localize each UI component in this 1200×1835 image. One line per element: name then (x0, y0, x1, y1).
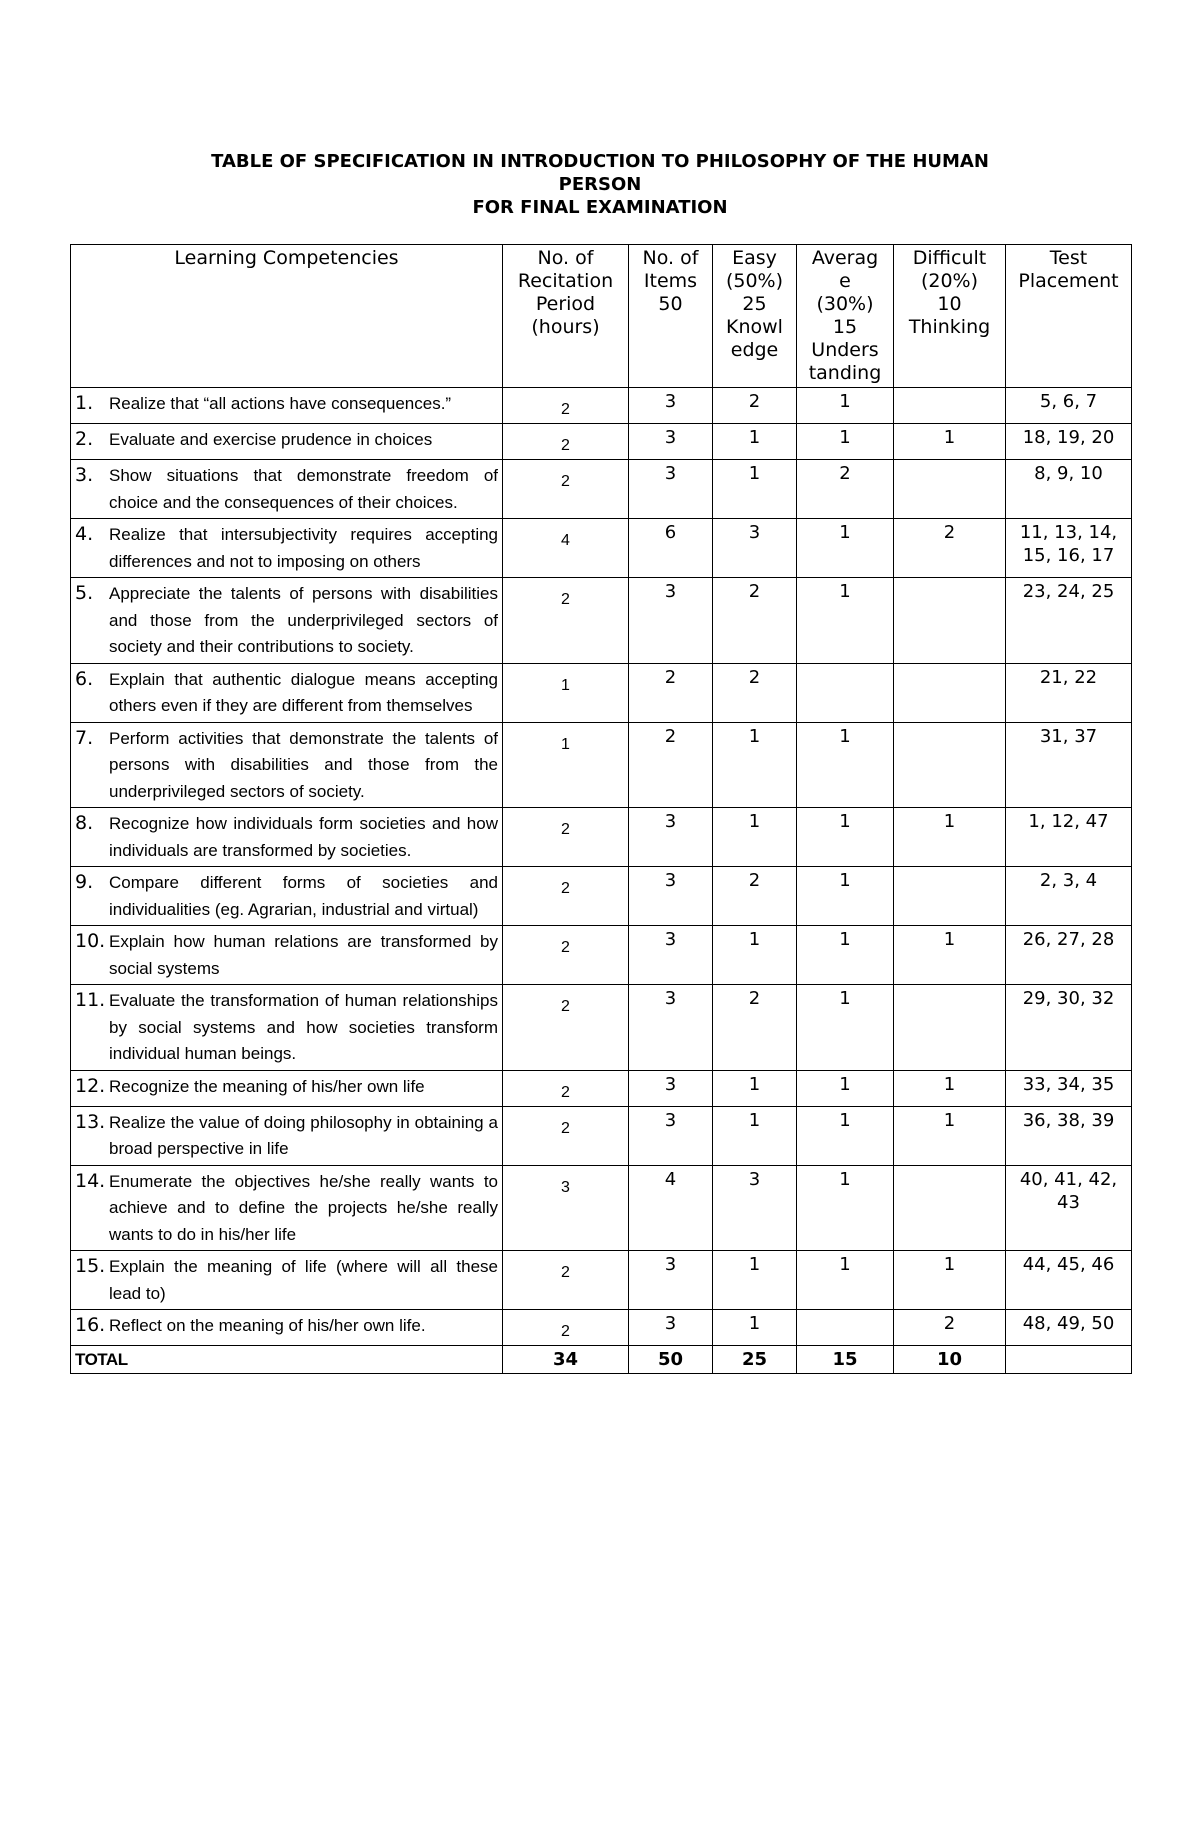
table-row (71, 519, 1132, 578)
easy-cell: 1 (713, 926, 797, 985)
competency-number: 9. (75, 871, 94, 893)
competency-text: Explain the meaning of life (where will all these lead to) (109, 1257, 498, 1303)
header-recitation: No. of Recitation Period (hours) (503, 245, 629, 388)
easy-cell: 2 (713, 578, 797, 664)
competency-number: 13. (75, 1110, 106, 1133)
recitation-cell: 2 (503, 867, 629, 926)
easy-cell: 1 (713, 1070, 797, 1106)
average-cell: 1 (797, 985, 894, 1071)
competency-text: Perform activities that demonstrate the talents of persons with disabilities and those from the underprivileged sectors of society. (109, 728, 498, 801)
table-row (71, 1165, 1132, 1251)
competency-number: 1. (75, 392, 94, 414)
placement-cell: 44, 45, 46 (1006, 1251, 1132, 1310)
average-cell (797, 1310, 894, 1346)
average-cell: 1 (797, 1251, 894, 1310)
competency-number: 5. (75, 582, 94, 604)
average-cell: 1 (797, 926, 894, 985)
easy-cell: 3 (713, 1165, 797, 1251)
difficult-cell (894, 985, 1006, 1071)
competency-text: Enumerate the objectives he/she really wants to achieve and to define the projects he/she really wants to do in his/her life (109, 1171, 498, 1244)
header-easy: Easy (50%) 25 Knowl edge (713, 245, 797, 388)
competency-text: Show situations that demonstrate freedom of choice and the consequences of their choices. (109, 466, 498, 512)
competency-cell (71, 1106, 503, 1165)
difficult-cell (894, 867, 1006, 926)
table-row (71, 808, 1132, 867)
placement-cell: 18, 19, 20 (1006, 424, 1132, 460)
title-line-1: TABLE OF SPECIFICATION IN INTRODUCTION TO PHILOSOPHY OF THE HUMAN (211, 151, 989, 172)
competency-text: Realize that intersubjectivity requires accepting differences and not to imposing on others (109, 525, 498, 571)
recitation-cell: 3 (503, 1165, 629, 1251)
easy-cell: 1 (713, 1310, 797, 1346)
average-cell: 1 (797, 578, 894, 664)
table-row (71, 1106, 1132, 1165)
easy-cell: 1 (713, 460, 797, 519)
competency-text: Compare different forms of societies and individualities (eg. Agrarian, industrial and virtual) (109, 873, 498, 919)
items-cell: 3 (629, 985, 713, 1071)
easy-cell: 1 (713, 1106, 797, 1165)
items-cell: 3 (629, 1251, 713, 1310)
competency-cell (71, 460, 503, 519)
average-cell: 1 (797, 808, 894, 867)
placement-cell: 23, 24, 25 (1006, 578, 1132, 664)
easy-cell: 2 (713, 985, 797, 1071)
competency-text: Evaluate and exercise prudence in choices (109, 430, 433, 449)
items-cell: 3 (629, 867, 713, 926)
recitation-cell: 2 (503, 1106, 629, 1165)
average-cell: 1 (797, 519, 894, 578)
easy-cell: 1 (713, 808, 797, 867)
difficult-cell: 1 (894, 1106, 1006, 1165)
placement-cell: 1, 12, 47 (1006, 808, 1132, 867)
total-recitation: 34 (503, 1346, 629, 1374)
items-cell: 3 (629, 808, 713, 867)
total-easy: 25 (713, 1346, 797, 1374)
recitation-cell: 4 (503, 519, 629, 578)
competency-text: Appreciate the talents of persons with disabilities and those from the underprivileged sectors of society and their contributions to society. (109, 584, 498, 656)
competency-number: 8. (75, 812, 94, 834)
recitation-cell: 1 (503, 663, 629, 722)
difficult-cell: 2 (894, 519, 1006, 578)
competency-cell (71, 388, 503, 424)
easy-cell: 1 (713, 424, 797, 460)
difficult-cell (894, 722, 1006, 808)
total-placement (1006, 1346, 1132, 1374)
total-difficult: 10 (894, 1346, 1006, 1374)
table-row (71, 1310, 1132, 1346)
items-cell: 2 (629, 663, 713, 722)
recitation-cell: 2 (503, 460, 629, 519)
difficult-cell: 1 (894, 1251, 1006, 1310)
competency-text: Reflect on the meaning of his/her own life. (109, 1316, 426, 1335)
recitation-cell: 2 (503, 1251, 629, 1310)
competency-cell (71, 1251, 503, 1310)
document-title (0, 150, 1200, 219)
competency-cell (71, 1310, 503, 1346)
recitation-cell: 2 (503, 424, 629, 460)
competency-number: 14. (75, 1169, 106, 1192)
header-average: Averag e (30%) 15 Unders tanding (797, 245, 894, 388)
competency-text: Realize the value of doing philosophy in obtaining a broad perspective in life (109, 1112, 498, 1158)
placement-cell: 11, 13, 14, 15, 16, 17 (1006, 519, 1132, 578)
specification-table (70, 244, 1132, 1374)
competency-text: Evaluate the transformation of human relationships by social systems and how societies transform individual human beings. (109, 991, 498, 1063)
average-cell: 1 (797, 1165, 894, 1251)
placement-cell: 31, 37 (1006, 722, 1132, 808)
average-cell: 1 (797, 388, 894, 424)
recitation-cell: 2 (503, 926, 629, 985)
competency-text: Realize that “all actions have consequences.” (109, 394, 452, 413)
table-row (71, 1070, 1132, 1106)
items-cell: 3 (629, 460, 713, 519)
competency-cell (71, 424, 503, 460)
competency-cell (71, 985, 503, 1071)
difficult-cell (894, 578, 1006, 664)
average-cell (797, 663, 894, 722)
table-row (71, 985, 1132, 1071)
placement-cell: 5, 6, 7 (1006, 388, 1132, 424)
competency-cell (71, 722, 503, 808)
average-cell: 2 (797, 460, 894, 519)
placement-cell: 21, 22 (1006, 663, 1132, 722)
table-row (71, 424, 1132, 460)
table-row (71, 460, 1132, 519)
difficult-cell: 2 (894, 1310, 1006, 1346)
difficult-cell: 1 (894, 424, 1006, 460)
placement-cell: 40, 41, 42, 43 (1006, 1165, 1132, 1251)
items-cell: 2 (629, 722, 713, 808)
items-cell: 3 (629, 1106, 713, 1165)
competency-text: Explain how human relations are transformed by social systems (109, 932, 498, 978)
placement-cell: 29, 30, 32 (1006, 985, 1132, 1071)
average-cell: 1 (797, 722, 894, 808)
table-row (71, 578, 1132, 664)
difficult-cell: 1 (894, 808, 1006, 867)
placement-cell: 26, 27, 28 (1006, 926, 1132, 985)
easy-cell: 2 (713, 388, 797, 424)
recitation-cell: 2 (503, 985, 629, 1071)
competency-text: Explain that authentic dialogue means accepting others even if they are different from themselves (109, 669, 498, 715)
competency-number: 2. (75, 428, 94, 450)
recitation-cell: 2 (503, 808, 629, 867)
table-row (71, 388, 1132, 424)
table-row (71, 722, 1132, 808)
difficult-cell: 1 (894, 926, 1006, 985)
competency-number: 12. (75, 1074, 106, 1097)
recitation-cell: 2 (503, 578, 629, 664)
average-cell: 1 (797, 1106, 894, 1165)
items-cell: 3 (629, 926, 713, 985)
difficult-cell (894, 1165, 1006, 1251)
total-average: 15 (797, 1346, 894, 1374)
header-placement: Test Placement (1006, 245, 1132, 388)
placement-cell: 33, 34, 35 (1006, 1070, 1132, 1106)
competency-number: 4. (75, 523, 94, 545)
table-row (71, 663, 1132, 722)
difficult-cell: 1 (894, 1070, 1006, 1106)
competency-cell (71, 808, 503, 867)
competency-number: 16. (75, 1314, 106, 1336)
competency-number: 10. (75, 930, 106, 952)
title-line-2: PERSON (558, 174, 642, 195)
total-items: 50 (629, 1346, 713, 1374)
competency-cell (71, 1070, 503, 1106)
easy-cell: 1 (713, 722, 797, 808)
table-row (71, 926, 1132, 985)
easy-cell: 1 (713, 1251, 797, 1310)
competency-number: 3. (75, 464, 94, 486)
average-cell: 1 (797, 867, 894, 926)
items-cell: 3 (629, 578, 713, 664)
items-cell: 3 (629, 1310, 713, 1346)
easy-cell: 2 (713, 663, 797, 722)
difficult-cell (894, 388, 1006, 424)
recitation-cell: 2 (503, 1310, 629, 1346)
recitation-cell: 1 (503, 722, 629, 808)
competency-cell (71, 867, 503, 926)
header-items: No. of Items 50 (629, 245, 713, 388)
recitation-cell: 2 (503, 388, 629, 424)
header-difficult: Difficult (20%) 10 Thinking (894, 245, 1006, 388)
table-row (71, 867, 1132, 926)
header-competencies: Learning Competencies (71, 245, 503, 388)
table-row (71, 1251, 1132, 1310)
competency-text: Recognize how individuals form societies and how individuals are transformed by societies. (109, 814, 498, 860)
title-line-3: FOR FINAL EXAMINATION (472, 197, 728, 218)
competency-cell (71, 663, 503, 722)
competency-number: 15. (75, 1255, 106, 1277)
competency-text: Recognize the meaning of his/her own life (109, 1076, 425, 1096)
placement-cell: 36, 38, 39 (1006, 1106, 1132, 1165)
average-cell: 1 (797, 1070, 894, 1106)
competency-number: 6. (75, 667, 94, 690)
items-cell: 3 (629, 388, 713, 424)
total-row (71, 1346, 1132, 1374)
placement-cell: 48, 49, 50 (1006, 1310, 1132, 1346)
competency-number: 11. (75, 989, 106, 1011)
items-cell: 3 (629, 424, 713, 460)
difficult-cell (894, 663, 1006, 722)
competency-cell (71, 926, 503, 985)
placement-cell: 2, 3, 4 (1006, 867, 1132, 926)
competency-cell (71, 1165, 503, 1251)
competency-cell (71, 578, 503, 664)
recitation-cell: 2 (503, 1070, 629, 1106)
total-label: TOTAL (71, 1346, 503, 1374)
average-cell: 1 (797, 424, 894, 460)
placement-cell: 8, 9, 10 (1006, 460, 1132, 519)
items-cell: 3 (629, 1070, 713, 1106)
items-cell: 4 (629, 1165, 713, 1251)
difficult-cell (894, 460, 1006, 519)
easy-cell: 2 (713, 867, 797, 926)
easy-cell: 3 (713, 519, 797, 578)
header-row (71, 245, 1132, 388)
competency-cell (71, 519, 503, 578)
competency-number: 7. (75, 726, 94, 749)
items-cell: 6 (629, 519, 713, 578)
